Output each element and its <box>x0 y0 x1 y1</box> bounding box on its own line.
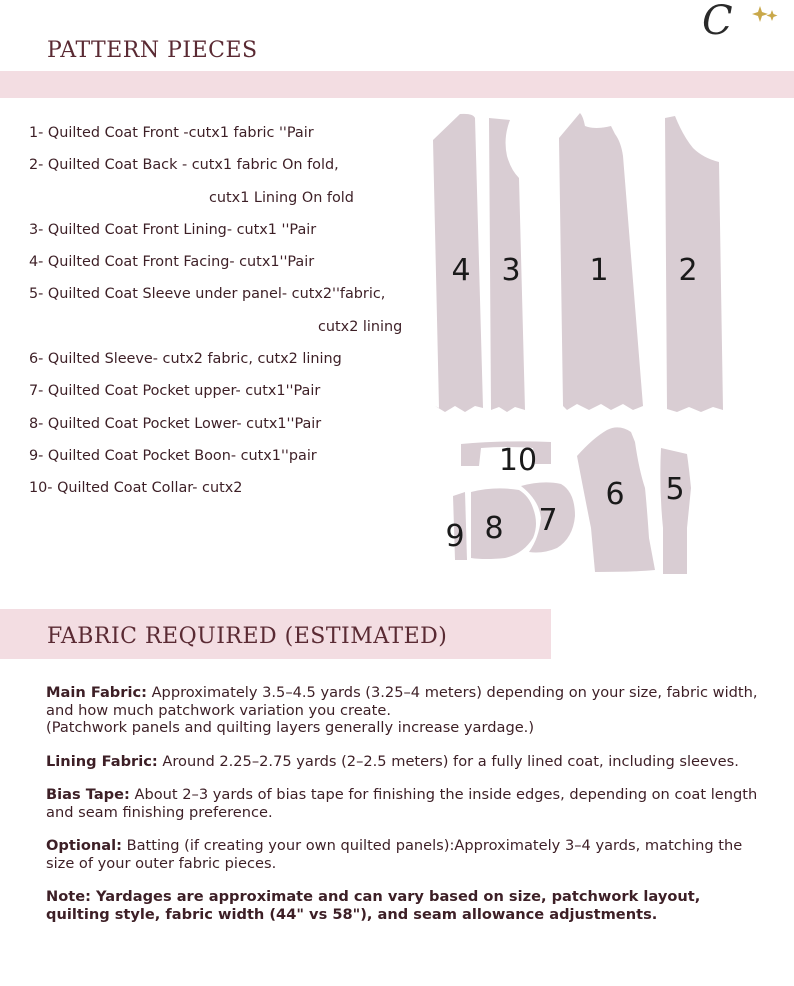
piece-label: 7 <box>538 503 558 538</box>
list-item: cutx2 lining <box>318 318 403 335</box>
list-item: 5- Quilted Coat Sleeve under panel- cutx2''fabric, <box>29 286 386 303</box>
fabric-main-label: Main Fabric: <box>46 684 147 701</box>
list-item: 7- Quilted Coat Pocket upper- cutx1''Pair <box>29 383 321 400</box>
list-item: 1- Quilted Coat Front -cutx1 fabric ''Pair <box>29 125 314 141</box>
piece-label: 9 <box>445 519 465 554</box>
piece-label: 5 <box>665 472 685 507</box>
sparkle-icon <box>752 6 768 22</box>
logo-letter: C <box>702 0 733 44</box>
piece-label: 1 <box>589 253 609 288</box>
fabric-main <box>46 684 766 737</box>
fabric-lining <box>46 753 766 771</box>
piece-label: 10 <box>498 443 538 478</box>
list-item: 9- Quilted Coat Pocket Boon- cutx1''pair <box>29 447 317 464</box>
pattern-diagram <box>425 108 725 578</box>
divider-band <box>0 71 794 98</box>
fabric-optional <box>46 837 766 872</box>
fabric-note: Note: Yardages are approximate and can vary based on size, patchwork layout, quilting style, fabric width (44" vs 58"), and seam allowance adjustments. <box>46 888 701 923</box>
fabric-lining-text: Around 2.25–2.75 yards (2–2.5 meters) for a fully lined coat, including sleeves. <box>162 752 739 770</box>
fabric-optional-text: Batting (if creating your own quilted panels):Approximately 3–4 yards, matching the size of your outer fabric pieces. <box>46 837 743 872</box>
section-title-fabric: FABRIC REQUIRED (ESTIMATED) <box>47 624 448 649</box>
piece-label: 6 <box>605 477 625 512</box>
sparkle-icon <box>767 10 778 21</box>
list-item: cutx1 Lining On fold <box>209 189 354 206</box>
piece-label: 8 <box>484 511 504 546</box>
list-item: 10- Quilted Coat Collar- cutx2 <box>29 480 243 497</box>
brand-logo <box>698 0 788 44</box>
list-item: 6- Quilted Sleeve- cutx2 fabric, cutx2 lining <box>29 351 342 368</box>
fabric-bias-label: Bias Tape: <box>46 786 130 803</box>
fabric-lining-label: Lining Fabric: <box>46 752 158 770</box>
fabric-main-note: (Patchwork panels and quilting layers generally increase yardage.) <box>46 719 535 736</box>
section-title-pattern-pieces: PATTERN PIECES <box>47 38 258 63</box>
list-item: 8- Quilted Coat Pocket Lower- cutx1''Pair <box>29 415 322 432</box>
pattern-pieces-list <box>29 120 439 508</box>
piece-label: 4 <box>451 253 471 288</box>
fabric-requirements <box>46 684 766 939</box>
piece-label: 2 <box>678 253 698 288</box>
fabric-optional-label: Optional: <box>46 837 122 854</box>
list-item: 3- Quilted Coat Front Lining- cutx1 ''Pair <box>29 221 317 238</box>
list-item: 4- Quilted Coat Front Facing- cutx1''Pair <box>29 254 315 271</box>
list-item: 2- Quilted Coat Back - cutx1 fabric On fold, <box>29 157 339 174</box>
fabric-bias-text: About 2–3 yards of bias tape for finishing the inside edges, depending on coat length and seam finishing preference. <box>46 786 758 821</box>
pattern-piece-5 <box>660 448 691 574</box>
piece-label: 3 <box>501 253 521 288</box>
fabric-main-text: Approximately 3.5–4.5 yards (3.25–4 meters) depending on your size, fabric width, and how much patchwork variation you create. <box>46 684 758 719</box>
fabric-bias <box>46 786 766 821</box>
